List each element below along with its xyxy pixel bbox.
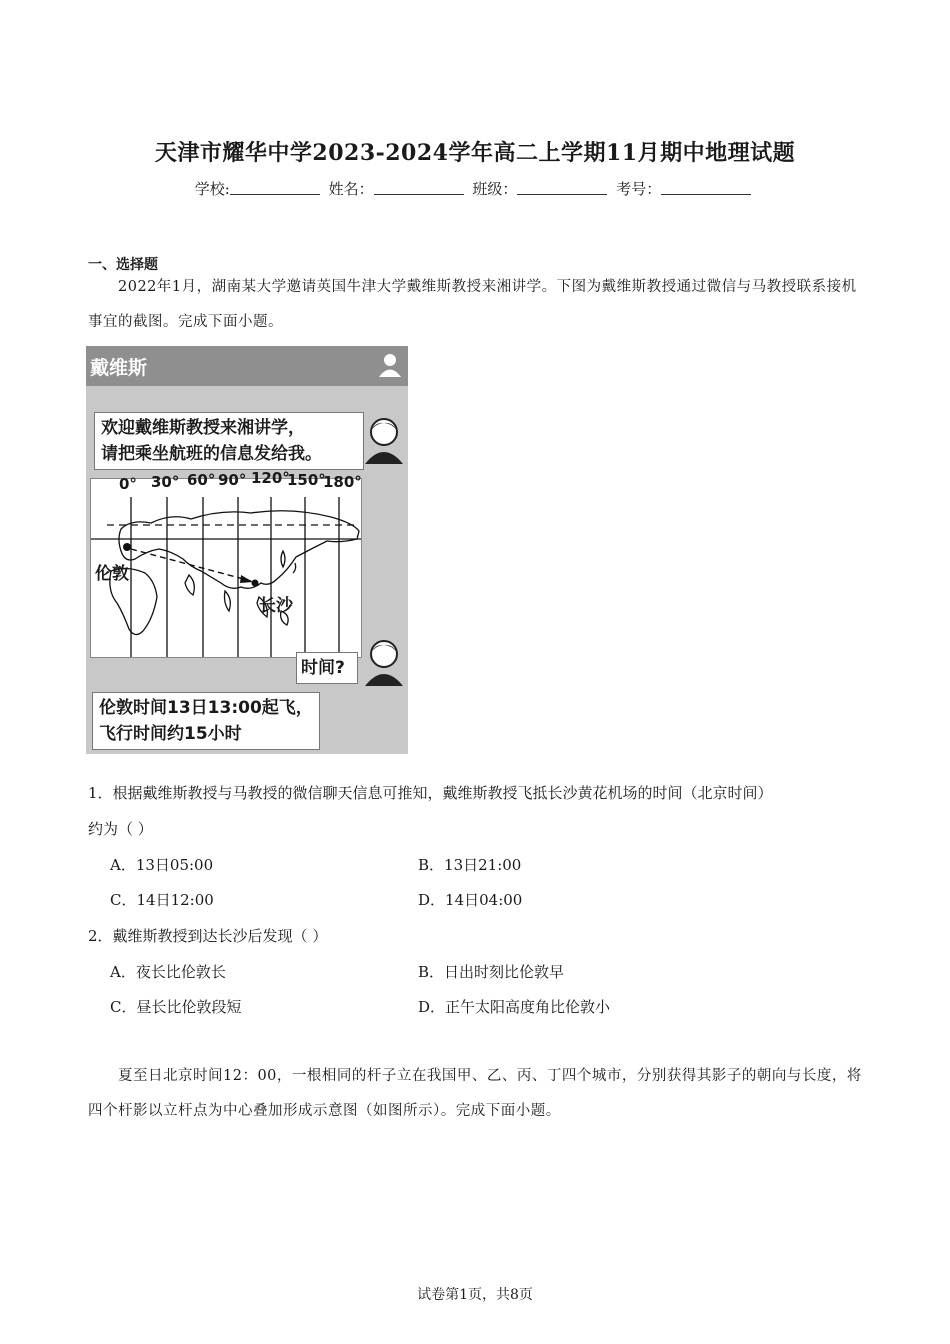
section-heading: 一、选择题: [88, 257, 158, 273]
name-label: 姓名：: [328, 180, 374, 198]
student-info-line: [0, 178, 950, 199]
class-label: 班级：: [472, 180, 518, 198]
avatar-icon: [362, 636, 406, 686]
question-1-option-b: B．13日21:00: [418, 856, 522, 874]
changsha-label: 长沙: [259, 596, 293, 616]
question-2-option-a: A．夜长比伦敦长: [110, 963, 226, 981]
name-blank: [374, 180, 464, 195]
longitude-label: 150°: [287, 471, 326, 489]
question-1-stem-cont: 约为（ ）: [88, 820, 153, 838]
person-icon: [378, 352, 402, 378]
message-bubble-1: [94, 412, 364, 470]
question-2-stem: 2．戴维斯教授到达长沙后发现（ ）: [88, 927, 328, 945]
class-blank: [517, 180, 607, 195]
longitude-label: 0°: [119, 475, 137, 493]
question-2-option-b: B．日出时刻比伦敦早: [418, 963, 565, 981]
question-2-option-c: C．昼长比伦敦段短: [110, 998, 242, 1016]
world-map-drawing: [91, 479, 361, 657]
message-3-line-2: 飞行时间约15小时: [99, 724, 242, 744]
longitude-label: 60°: [187, 471, 216, 489]
exam-no-label: 考号：: [616, 180, 662, 198]
message-bubble-3: [92, 692, 320, 750]
question-1-option-c: C．14日12:00: [110, 891, 214, 909]
question-1-stem: 1．根据戴维斯教授与马教授的微信聊天信息可推知，戴维斯教授飞抵长沙黄花机场的时间（北京时间）: [88, 784, 773, 802]
question-2-option-d: D．正午太阳高度角比伦敦小: [418, 998, 611, 1016]
chat-contact-name: 戴维斯: [90, 357, 148, 379]
world-map: [90, 469, 362, 658]
exam-no-blank: [661, 180, 751, 195]
intro-paragraph-1: 2022年1月，湖南某大学邀请英国牛津大学戴维斯教授来湘讲学。下图为戴维斯教授通过微信与马教授联系接机事宜的截图。完成下面小题。: [88, 279, 857, 330]
message-1-line-2: 请把乘坐航班的信息发给我。: [101, 444, 322, 464]
london-label: 伦敦: [95, 564, 129, 584]
longitude-label: 120°: [251, 469, 290, 487]
chat-header: [86, 346, 408, 386]
message-1-line-1: 欢迎戴维斯教授来湘讲学，: [101, 418, 305, 438]
message-3-line-1: 伦敦时间13日13:00起飞，: [99, 698, 313, 718]
question-1-option-a: A．13日05:00: [110, 856, 214, 874]
document-title: 天津市耀华中学2023-2024学年高二上学期11月期中地理试题: [154, 140, 796, 166]
intro-paragraph-2: 夏至日北京时间12：00，一根相同的杆子立在我国甲、乙、丙、丁四个城市，分别获得其影子的朝向与长度，将四个杆影以立杆点为中心叠加形成示意图（如图所示）。完成下面小题。: [88, 1068, 862, 1119]
wechat-screenshot: [86, 346, 408, 754]
longitude-label: 180°: [323, 473, 362, 491]
school-label: 学校:: [194, 180, 230, 198]
message-bubble-2: 时间?: [296, 652, 358, 684]
page-footer: 试卷第1页，共8页: [417, 1287, 533, 1303]
longitude-label: 90°: [218, 471, 247, 489]
avatar-icon: [362, 414, 406, 464]
school-blank: [230, 180, 320, 195]
question-1-option-d: D．14日04:00: [418, 891, 523, 909]
longitude-label: 30°: [151, 473, 180, 491]
